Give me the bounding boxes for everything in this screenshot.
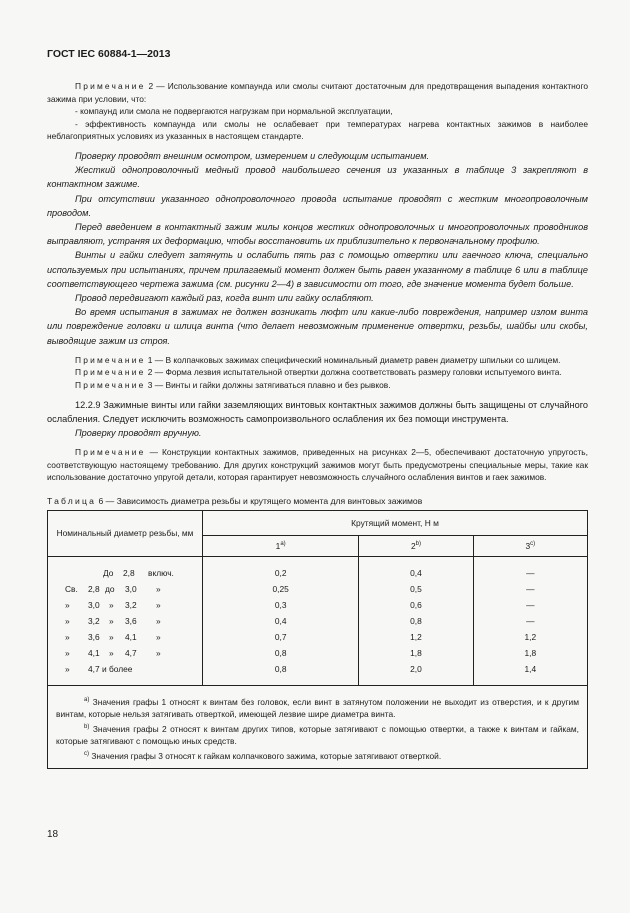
table-footnotes: [48, 685, 588, 768]
table-cell: 0,4: [410, 567, 422, 578]
row-suffix: »: [156, 647, 161, 658]
footnote-b: [56, 721, 579, 748]
note-text: 2 — Форма лезвия испытательной отвертки должна соответствовать размеру головки испытуемого винта.: [145, 367, 562, 378]
table-cell: 0,7: [274, 631, 287, 642]
row-to: 4,7: [125, 647, 137, 658]
row-prefix: »: [65, 647, 70, 658]
note-text: 3 — Винты и гайки должны затягиваться плавно и без рывков.: [145, 380, 391, 390]
header-col-2: [359, 535, 473, 556]
note-label: Примечание: [75, 367, 146, 378]
paragraph: Винты и гайки следует затянуть и ослабить пять раз с помощью отвертки или гаечного ключа, специально используемых при испытаниях, причем прилагаемый момент должен быть равен указанному в таблице 6 или в таблице соответствующего чертежа зажима (см. рисунки 2—4) в зависимости от того, где значение момента будет больше.: [47, 250, 588, 289]
torque-table: [47, 510, 588, 769]
footnote-text: Значения графы 1 относят к винтам без головок, если винт в затянутом положении не выходит из отверстия, и к другим винтам, которые нельзя затягивать отверткой, имеющей лезвие шире диаметра винта.: [56, 696, 579, 720]
row-from: 2,8: [88, 583, 100, 594]
table-row: [48, 597, 202, 613]
table-cell: 2,0: [410, 663, 422, 674]
row-to: 3,2: [125, 599, 137, 610]
table-cell: 0,6: [410, 599, 422, 610]
row-sep: До: [103, 567, 114, 578]
caption-label: Таблица: [47, 495, 97, 506]
clause-12-2-9: 12.2.9 Зажимные винты или гайки заземляющих винтовых контактных зажимов должны быть защищены от случайного ослабления. Следует исключить возможность самопроизвольного ослабления их без помощи инструмента.: [47, 399, 588, 424]
footnote-mark: c): [84, 750, 89, 757]
paragraph: Проверку проводят внешним осмотром, измерением и следующим испытанием.: [75, 150, 430, 161]
table-row: [48, 581, 202, 597]
row-suffix: »: [156, 615, 161, 626]
table-cell: —: [526, 615, 535, 626]
table-cell: 0,8: [410, 615, 422, 626]
header-nominal-diameter: Номинальный диаметр резьбы, мм: [48, 510, 203, 556]
note-text: 1 — В колпачковых зажимах специфический номинальный диаметр равен диаметру шпильки со шлицем.: [145, 354, 561, 365]
note-label: Примечание: [75, 354, 146, 365]
table-caption: [47, 496, 588, 506]
diameter-column: [48, 556, 203, 685]
table-row: [48, 645, 202, 661]
table-row: [48, 565, 202, 581]
table-cell: 0,8: [274, 647, 287, 658]
table-row: [48, 613, 202, 629]
col-mark: b): [415, 541, 421, 548]
footnote-mark: b): [84, 723, 90, 730]
paragraph: Перед введением в контактный зажим жилы концов жестких однопроволочных и многопроволочных проводников выправляют, устраняя их деформацию, чтобы восстановить их приблизительно к первоначальному профилю.: [47, 221, 588, 247]
col-mark: c): [530, 541, 536, 548]
note-2-item: - компаунд или смола не подвергаются нагрузкам при нормальной эксплуатации,: [75, 106, 393, 117]
footnote-text: Значения графы 2 относят к винтам других типов, которые затягивают с помощью отвертки, а также к винтам и гайкам, которые затягивают с помощью иных средств.: [56, 723, 579, 747]
row-prefix: »: [65, 599, 70, 610]
col-1-values: [203, 556, 359, 685]
row-prefix: »: [65, 631, 70, 642]
table-cell: 1,2: [410, 631, 422, 642]
table-cell: —: [526, 599, 535, 610]
row-prefix: »: [65, 663, 70, 674]
header-col-3: [473, 535, 587, 556]
row-from: 3,2: [88, 615, 100, 626]
row-prefix: »: [65, 615, 70, 626]
clause-check: Проверку проводят вручную.: [75, 428, 202, 438]
col-number: 1: [275, 540, 281, 551]
row-suffix: »: [156, 583, 161, 594]
footnote-mark: a): [84, 696, 90, 703]
page-number: 18: [47, 829, 59, 840]
table-cell: 0,3: [274, 599, 287, 610]
note-final: [47, 446, 588, 484]
footnote-a: [56, 694, 579, 721]
col-number: 3: [525, 540, 531, 551]
paragraph: Жесткий однопроволочный медный провод наибольшего сечения из указанных в таблице 3 закрепляют в контактном зажиме.: [47, 165, 588, 190]
table-cell: 1,2: [524, 631, 537, 642]
row-sep: »: [109, 615, 114, 626]
row-suffix: включ.: [148, 567, 174, 578]
table-row: [48, 629, 202, 645]
note-1: [47, 354, 588, 367]
col-number: 2: [410, 540, 416, 551]
row-from: 4,7 и более: [88, 663, 133, 674]
table-cell: 1,8: [524, 647, 537, 658]
table-cell: 0,2: [274, 567, 287, 578]
footnote-text: Значения графы 3 относят к гайкам колпачкового зажима, которые затягивают отверткой.: [89, 750, 442, 761]
table-row: [48, 661, 202, 677]
row-sep: »: [109, 599, 114, 610]
col-mark: a): [280, 541, 286, 548]
table-cell: —: [526, 567, 535, 578]
col-3-values: [473, 556, 587, 685]
table-cell: 0,5: [410, 583, 422, 594]
header-torque: Крутящий момент, Н м: [203, 510, 588, 535]
note-2: [47, 80, 588, 105]
row-suffix: »: [156, 631, 161, 642]
row-from: 4,1: [88, 647, 100, 658]
note-text: — Конструкции контактных зажимов, приведенных на рисунках 2—5, обеспечивают достаточную упругость, соответствующую настоящему требованию. Для других конструкций зажимов могут быть предусмотрены специальные меры, такие как использование достаточно упругой детали, которая гарантирует невозможность случайного ослабления винтов и гаек зажимов.: [47, 447, 588, 483]
table-cell: 0,8: [274, 663, 287, 674]
row-sep: »: [109, 647, 114, 658]
table-cell: 0,4: [274, 615, 287, 626]
table-cell: 1,4: [524, 663, 537, 674]
paragraph: Во время испытания в зажимах не должен возникать люфт или какие-либо повреждения, например излом винта или повреждение головки и шлица винта (что делает невозможным применение отвертки, резьбы, шайбы или скобы, выводящие зажим из строя.: [47, 307, 588, 346]
row-suffix: »: [156, 599, 161, 610]
note-label: Примечание: [75, 447, 146, 458]
note-2-item: - эффективность компаунда или смолы не ослабевает при температурах нагрева контактных зажимов в наиболее неблагоприятных условиях из указанных в настоящем стандарте.: [47, 118, 588, 142]
row-from: 3,0: [88, 599, 100, 610]
caption-text: 6 — Зависимость диаметра резьбы и крутящего момента для винтовых зажимов: [96, 495, 423, 506]
footnote-c: [56, 748, 579, 762]
note-label: Примечание: [75, 81, 146, 91]
paragraph: При отсутствии указанного однопроволочного провода испытание проводят с жестким многопроволочным проводом.: [47, 193, 588, 218]
row-to: 2,8: [123, 567, 135, 578]
row-prefix: Св.: [65, 583, 78, 594]
note-3: [47, 379, 588, 392]
row-to: 4,1: [125, 631, 137, 642]
row-to: 3,0: [125, 583, 137, 594]
col-2-values: [359, 556, 473, 685]
document-header: ГОСТ IEC 60884-1—2013: [47, 48, 171, 60]
table-cell: —: [526, 583, 535, 594]
note-label: Примечание: [75, 380, 146, 390]
table-cell: 0,25: [272, 583, 289, 594]
header-col-1: [203, 535, 359, 556]
row-sep: до: [105, 583, 115, 594]
row-sep: »: [109, 631, 114, 642]
note-2b: [47, 366, 588, 379]
table-cell: 1,8: [410, 647, 422, 658]
paragraph: Провод передвигают каждый раз, когда винт или гайку ослабляют.: [75, 293, 374, 303]
note-text: 2 — Использование компаунда или смолы считают достаточным для предотвращения выпадения контактного зажима при условии, что:: [47, 81, 588, 104]
row-to: 3,6: [125, 615, 137, 626]
row-from: 3,6: [88, 631, 100, 642]
